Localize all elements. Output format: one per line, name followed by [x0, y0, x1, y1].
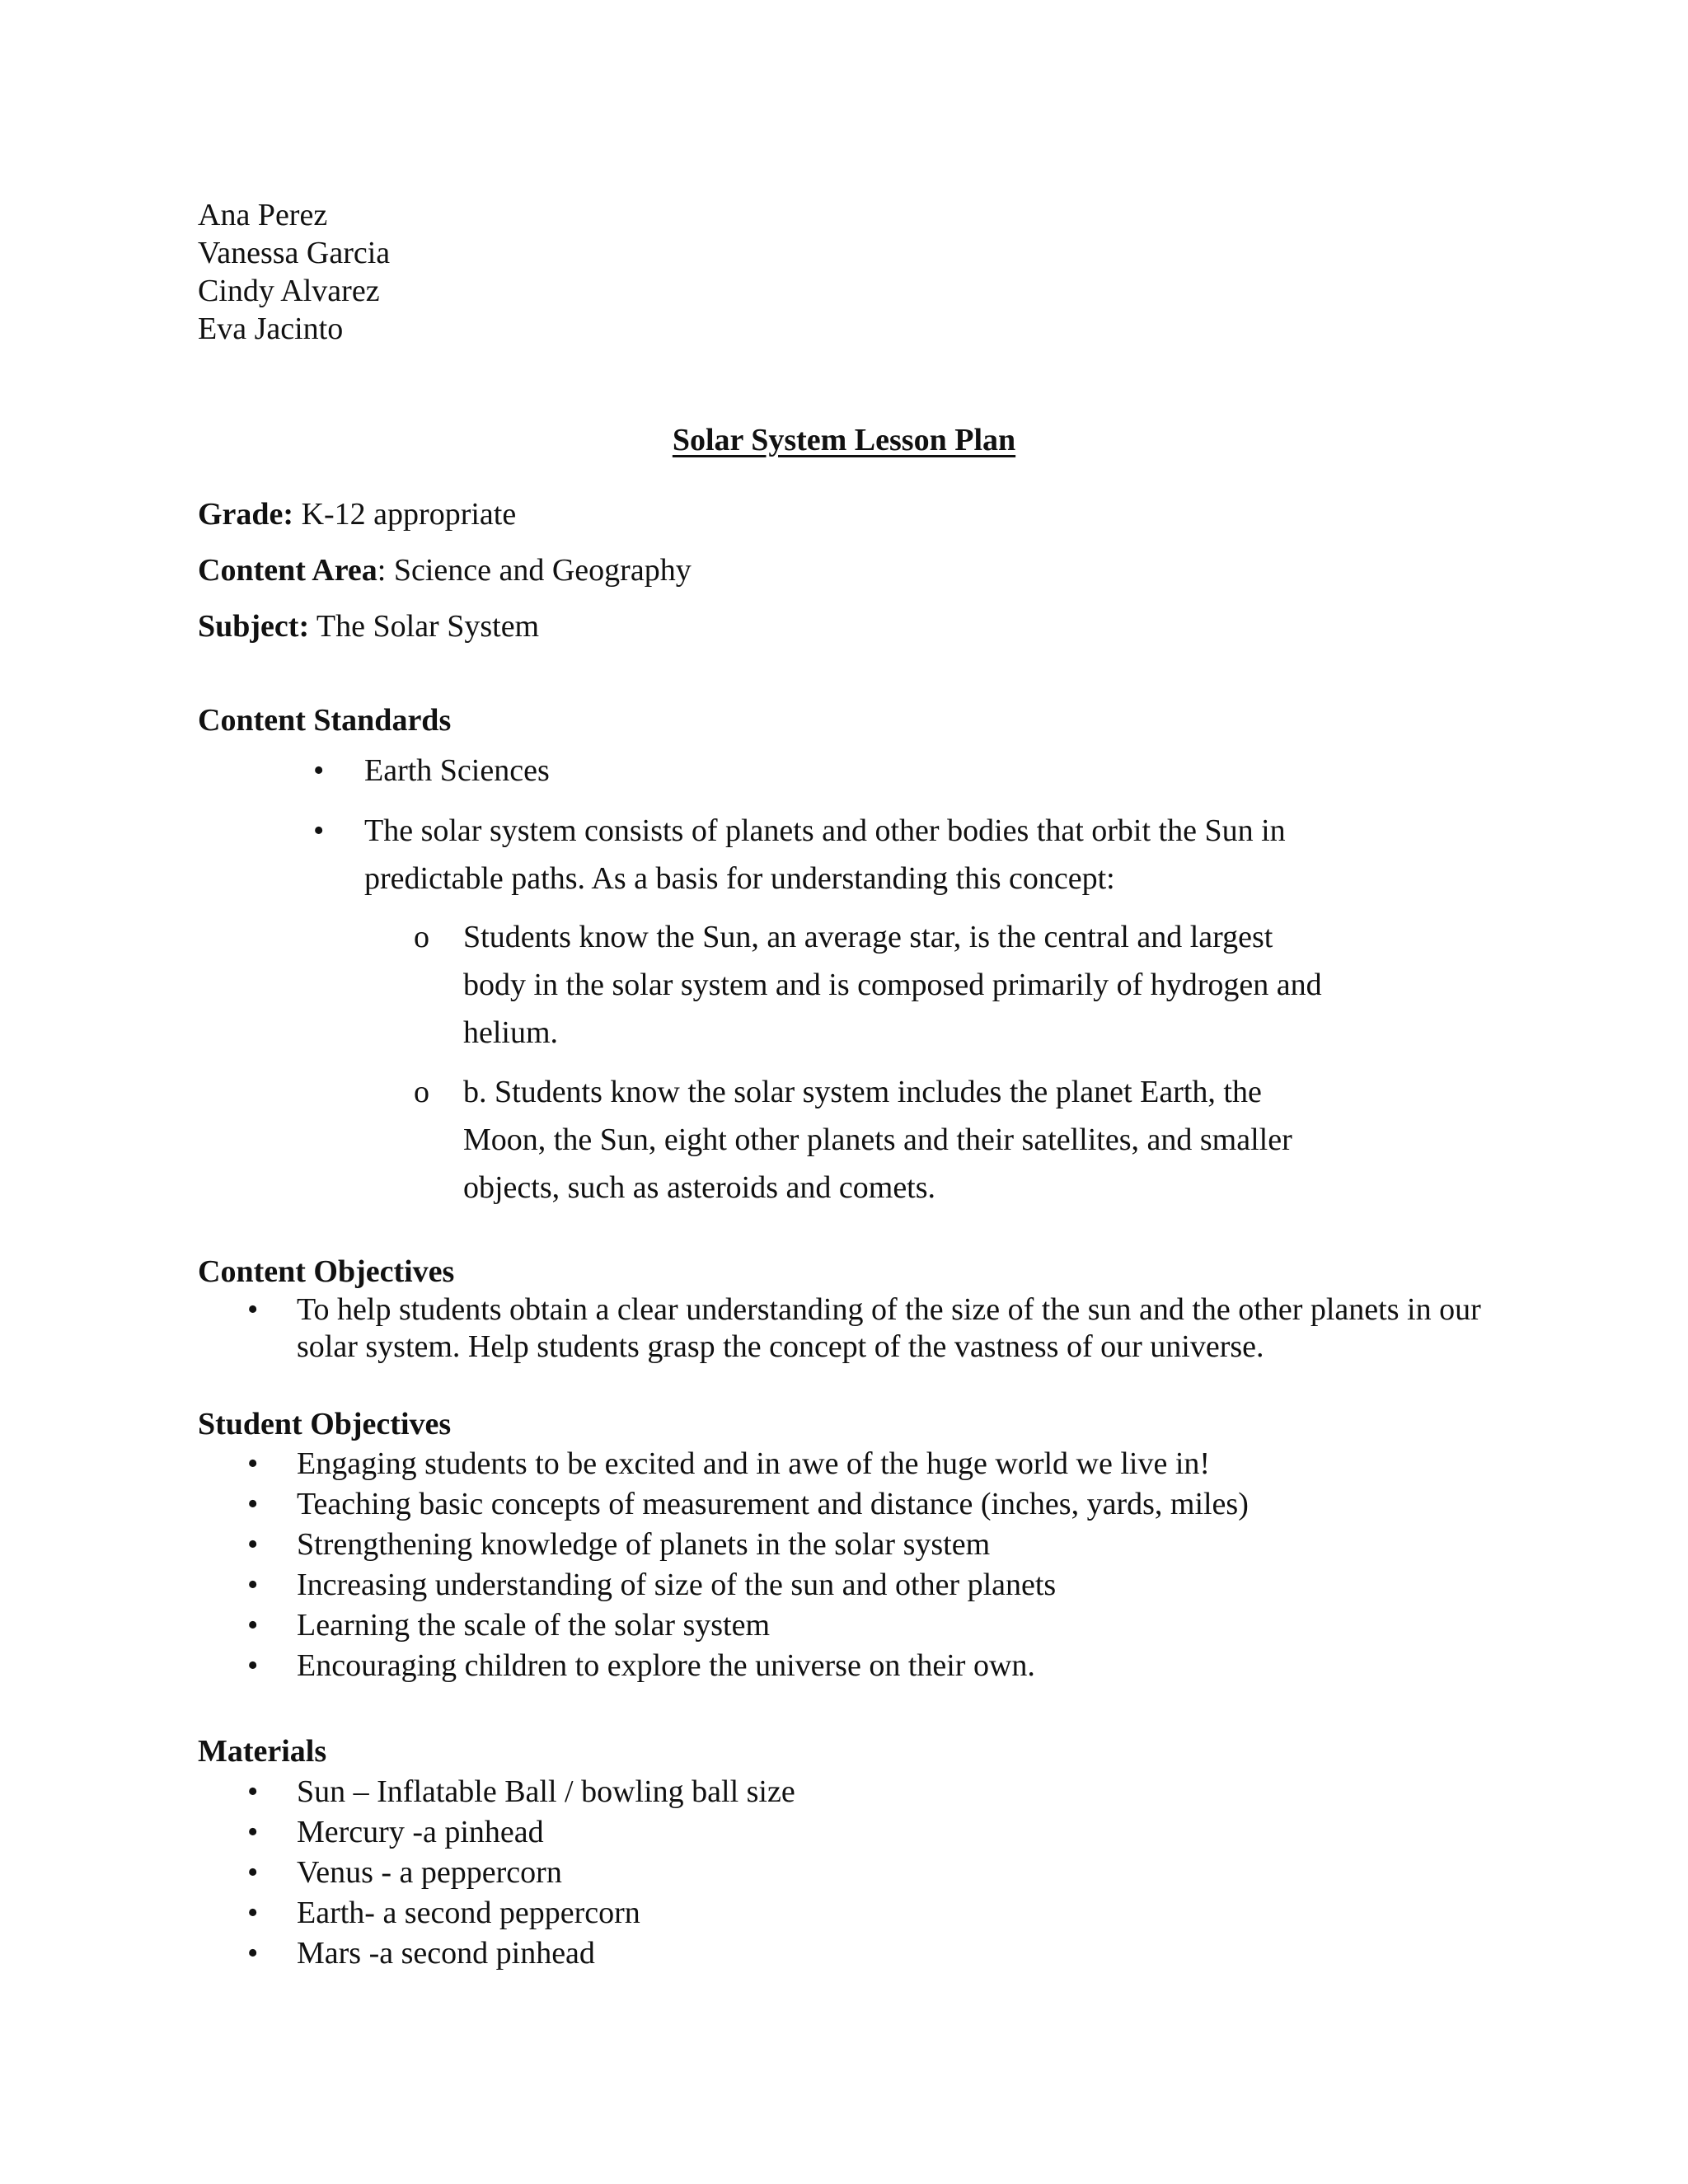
materials-heading: Materials: [198, 1734, 327, 1769]
bullet-icon: •: [247, 1896, 259, 1930]
list-item: [247, 1525, 1249, 1565]
subject-label: Subject:: [198, 609, 310, 644]
list-item: [247, 1893, 795, 1933]
subject-value: The Solar System: [309, 609, 540, 644]
content-standard-text: Earth Sciences: [364, 753, 550, 788]
content-standard-text: The solar system consists of planets and other bodies that orbit the Sun in predictable paths. As a basis for understanding this concept:: [364, 813, 1286, 896]
author-name: Ana Perez: [198, 198, 328, 232]
content-objectives-heading: Content Objectives: [198, 1254, 455, 1289]
grade-label: Grade:: [198, 497, 294, 532]
bullet-icon: •: [247, 1527, 259, 1562]
list-item: [247, 1853, 795, 1893]
content-standard-item: [313, 747, 1302, 794]
list-item: [247, 1444, 1249, 1484]
content-standard-subitem: [412, 1068, 1335, 1212]
bullet-icon: •: [247, 1774, 259, 1809]
subject-field: [198, 608, 539, 644]
list-item-text: Earth- a second peppercorn: [297, 1896, 640, 1930]
list-item-text: To help students obtain a clear understanding of the size of the sun and the other planets in our solar system. Help students grasp the concept of the vastness of our universe.: [297, 1292, 1481, 1364]
bullet-icon: •: [247, 1568, 259, 1602]
list-item-text: Learning the scale of the solar system: [297, 1608, 771, 1643]
document-title: Solar System Lesson Plan: [672, 423, 1016, 457]
list-item-text: Teaching basic concepts of measurement and distance (inches, yards, miles): [297, 1487, 1249, 1521]
content-standard-subtext: Students know the Sun, an average star, is the central and largest body in the solar system and is composed primarily of hydrogen and helium.: [463, 920, 1322, 1050]
student-objectives-list: [247, 1444, 1249, 1686]
list-item-text: Engaging students to be excited and in awe of the huge world we live in!: [297, 1446, 1211, 1481]
content-area-value: : Science and Geography: [377, 553, 692, 588]
list-item-text: Mars -a second pinhead: [297, 1936, 595, 1971]
content-area-field: [198, 552, 692, 588]
author-name: Vanessa Garcia: [198, 236, 391, 270]
bullet-icon: •: [247, 1815, 259, 1849]
bullet-icon: •: [247, 1936, 259, 1971]
list-item-text: Encouraging children to explore the universe on their own.: [297, 1648, 1035, 1683]
bullet-icon: •: [247, 1608, 259, 1643]
list-item: [247, 1565, 1249, 1605]
bullet-icon: •: [247, 1855, 259, 1890]
list-item: [247, 1933, 795, 1974]
circle-bullet-icon: o: [414, 920, 429, 954]
list-item: [247, 1646, 1249, 1686]
author-name: Cindy Alvarez: [198, 274, 380, 308]
content-standards-heading: Content Standards: [198, 703, 452, 738]
content-objectives-list: [247, 1291, 1484, 1366]
list-item: [247, 1812, 795, 1853]
list-item-text: Venus - a peppercorn: [297, 1855, 562, 1890]
bullet-icon: •: [247, 1648, 259, 1683]
list-item: [247, 1484, 1249, 1525]
bullet-icon: •: [247, 1292, 259, 1327]
bullet-icon: •: [247, 1487, 259, 1521]
author-list: [198, 196, 390, 348]
grade-value: K-12 appropriate: [293, 497, 517, 532]
materials-list: [247, 1772, 795, 1974]
student-objectives-heading: Student Objectives: [198, 1407, 452, 1441]
list-item: [247, 1291, 1484, 1366]
content-area-label: Content Area: [198, 553, 377, 588]
content-standard-subtext: b. Students know the solar system includes the planet Earth, the Moon, the Sun, eight other planets and their satellites, and smaller objects, such as asteroids and comets.: [463, 1075, 1292, 1205]
list-item-text: Increasing understanding of size of the sun and other planets: [297, 1568, 1057, 1602]
bullet-icon: •: [247, 1446, 259, 1481]
circle-bullet-icon: o: [414, 1075, 429, 1109]
bullet-icon: •: [313, 813, 325, 848]
list-item: [247, 1605, 1249, 1646]
grade-field: [198, 496, 516, 532]
list-item-text: Mercury -a pinhead: [297, 1815, 544, 1849]
content-standard-subitem: [412, 913, 1335, 1057]
content-standard-item: [313, 807, 1311, 902]
author-name: Eva Jacinto: [198, 312, 344, 346]
list-item-text: Strengthening knowledge of planets in the solar system: [297, 1527, 991, 1562]
list-item: [247, 1772, 795, 1812]
list-item-text: Sun – Inflatable Ball / bowling ball size: [297, 1774, 795, 1809]
bullet-icon: •: [313, 753, 325, 788]
